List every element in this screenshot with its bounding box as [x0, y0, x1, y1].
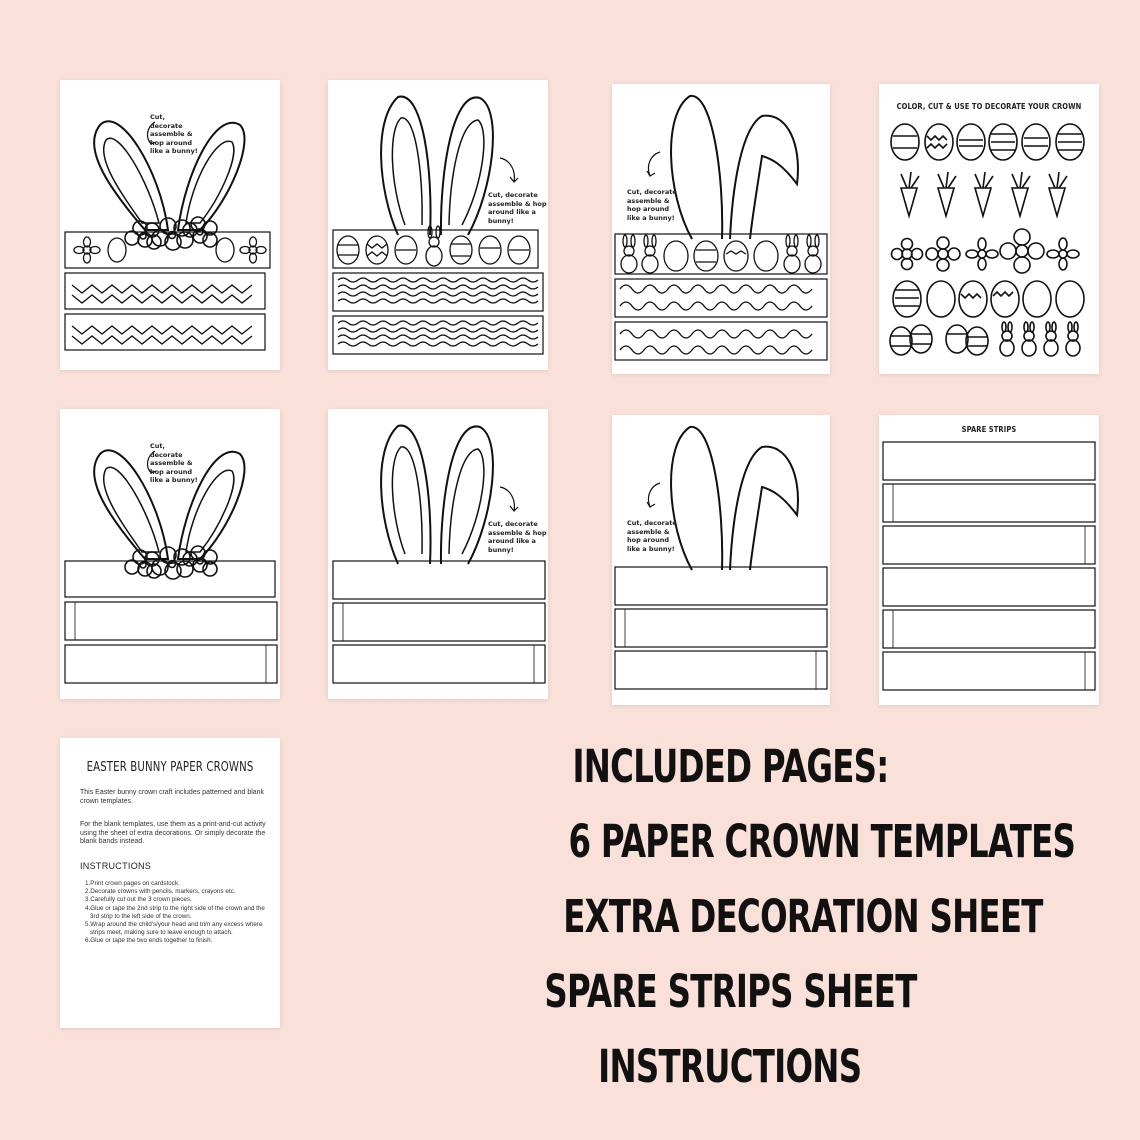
bunny-icon: [621, 235, 821, 273]
egg-icon: [893, 281, 1084, 317]
flower-icon: [892, 229, 1080, 273]
egg-icon: [664, 241, 778, 271]
instruction-step: 6.Glue or tape the two ends together to finish.: [85, 937, 213, 945]
instruction-step: 1.Print crown pages on cardstock.: [85, 880, 180, 887]
egg-icon: [890, 325, 988, 355]
wave-pattern: [620, 285, 812, 354]
intro-paragraph: This Easter bunny crown craft includes patterned and blank crown templates.: [80, 789, 265, 805]
instruction-step: 2.Decorate crowns with pencils, markers, crayons etc.: [85, 888, 236, 896]
headline-line-5: INSTRUCTIONS: [598, 1040, 862, 1093]
decoration-sheet-title: COLOR, CUT & USE TO DECORATE YOUR CROWN: [896, 102, 1082, 111]
blank-templates-paragraph: For the blank templates, use them as a print-and-cut activity using the sheet of extra decorations. Or simply decorate the blank bands instead.: [80, 821, 266, 846]
template-page-floppy-blank: [612, 415, 830, 705]
bunny-ears-icon: [381, 426, 493, 564]
craft-note: Cut, decorate assemble & hop around like a bunny!: [627, 519, 677, 553]
bunny-ears-icon: [671, 96, 798, 239]
template-page-ears-patterned: [328, 80, 548, 370]
template-page-ears-blank: [328, 409, 548, 699]
template-page-floppy-patterned: [612, 84, 830, 374]
headline-line-2: 6 PAPER CROWN TEMPLATES: [568, 815, 1076, 868]
arrow-icon: [647, 152, 660, 176]
craft-note: Cut, decorate assemble & hop around like a bunny!: [627, 188, 677, 222]
template-page-floral-blank: [60, 409, 280, 699]
headline-line-4: SPARE STRIPS SHEET: [543, 965, 917, 1018]
instructions-page: [60, 738, 280, 1028]
bunny-ears-icon: [671, 427, 798, 570]
egg-icon: [891, 124, 1084, 160]
spare-strips-title: SPARE STRIPS: [961, 425, 1017, 434]
bunny-icon: [1000, 322, 1080, 356]
instruction-step: 3.Carefully cut out the 3 crown pieces.: [85, 896, 192, 904]
instructions-list: [80, 880, 272, 946]
instruction-step: 5.Wrap around the child's/your head and trim any excess where strips meet, making sure to leave enough to attach.: [85, 921, 263, 937]
craft-note: Cut, decorate assemble & hop around like a bunny!: [150, 442, 198, 484]
egg-icon: [337, 236, 530, 264]
craft-note: Cut, decorate assemble & hop around like a bunny!: [150, 113, 198, 155]
bunny-icon: [426, 226, 442, 266]
bunny-ears-icon: [381, 97, 493, 235]
wave-pattern: [338, 278, 538, 346]
spare-strips-page: [879, 415, 1099, 705]
instructions-page-title: EASTER BUNNY PAPER CROWNS: [86, 760, 254, 775]
arrow-icon: [500, 487, 518, 511]
headline-line-3: EXTRA DECORATION SHEET: [563, 890, 1043, 943]
instructions-heading: INSTRUCTIONS: [80, 861, 152, 871]
instruction-step: 4.Glue or tape the 2nd strip to the right side of the crown and the 3rd strip to the left side of the crown.: [85, 904, 265, 920]
headline-line-1: INCLUDED PAGES:: [571, 740, 889, 793]
carrot-icon: [901, 172, 1067, 216]
arrow-icon: [647, 483, 660, 507]
decoration-sheet-page: [879, 84, 1099, 374]
arrow-icon: [500, 158, 518, 182]
craft-note: Cut, decorate assemble & hop around like a bunny!: [488, 191, 547, 225]
craft-note: Cut, decorate assemble & hop around like a bunny!: [488, 520, 547, 554]
template-page-floral-patterned: [60, 80, 280, 370]
